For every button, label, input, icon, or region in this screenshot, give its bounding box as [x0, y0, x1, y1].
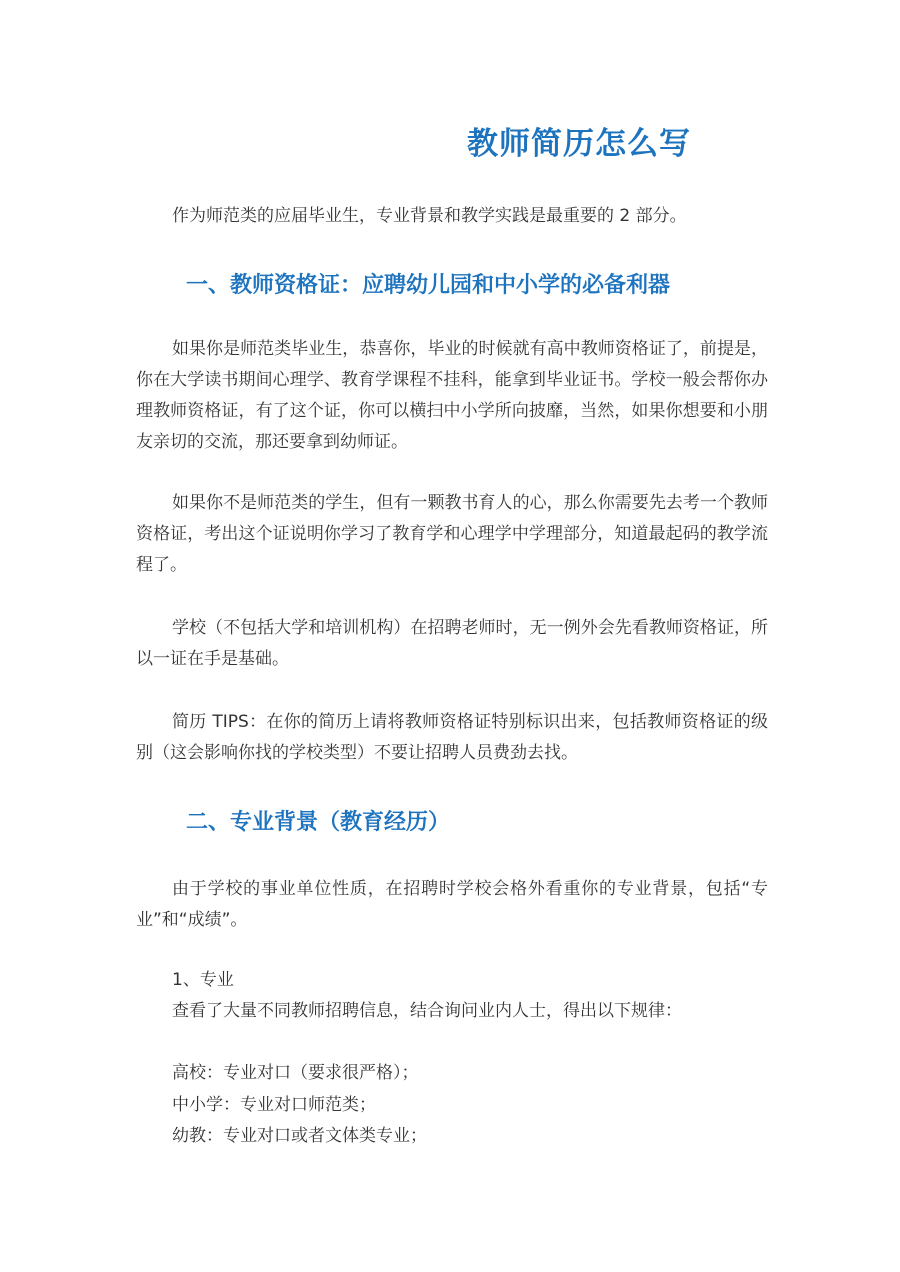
rule-primary-secondary: 中小学：专业对口师范类；	[172, 1095, 376, 1115]
section-1-tips-paragraph: 简历 TIPS：在你的简历上请将教师资格证特别标识出来，包括教师资格证的级别（这会影响你找的学校类型）不要让招聘人员费劲去找。	[136, 712, 768, 763]
section-1-paragraph-2: 如果你不是师范类的学生，但有一颗教书育人的心，那么你需要先去考一个教师资格证，考出这个证说明你学习了教育学和心理学中学理部分，知道最起码的教学流程了。	[136, 493, 768, 575]
intro-paragraph: 作为师范类的应届毕业生，专业背景和教学实践是最重要的 2 部分。	[172, 206, 687, 226]
section-2-heading: 二、专业背景（教育经历）	[186, 810, 451, 835]
major-subheading: 1、专业	[172, 970, 234, 990]
document-title: 教师简历怎么写	[467, 126, 691, 162]
rule-university: 高校：专业对口（要求很严格）；	[172, 1063, 419, 1083]
major-intro-text: 查看了大量不同教师招聘信息，结合询问业内人士，得出以下规律：	[172, 1001, 682, 1021]
section-1-heading: 一、教师资格证：应聘幼儿园和中小学的必备利器	[186, 273, 671, 298]
rule-preschool: 幼教：专业对口或者文体类专业；	[172, 1126, 427, 1146]
section-2-paragraph: 由于学校的事业单位性质，在招聘时学校会格外看重你的专业背景，包括“专业”和“成绩”。	[136, 879, 768, 930]
section-1-paragraph-1: 如果你是师范类毕业生，恭喜你，毕业的时候就有高中教师资格证了，前提是，你在大学读书期间心理学、教育学课程不挂科，能拿到毕业证书。学校一般会帮你办理教师资格证，有了这个证，你可以横扫中小学所向披靡，当然，如果你想要和小朋友亲切的交流，那还要拿到幼师证。	[136, 339, 768, 452]
section-1-paragraph-3: 学校（不包括大学和培训机构）在招聘老师时，无一例外会先看教师资格证，所以一证在手是基础。	[136, 618, 768, 669]
